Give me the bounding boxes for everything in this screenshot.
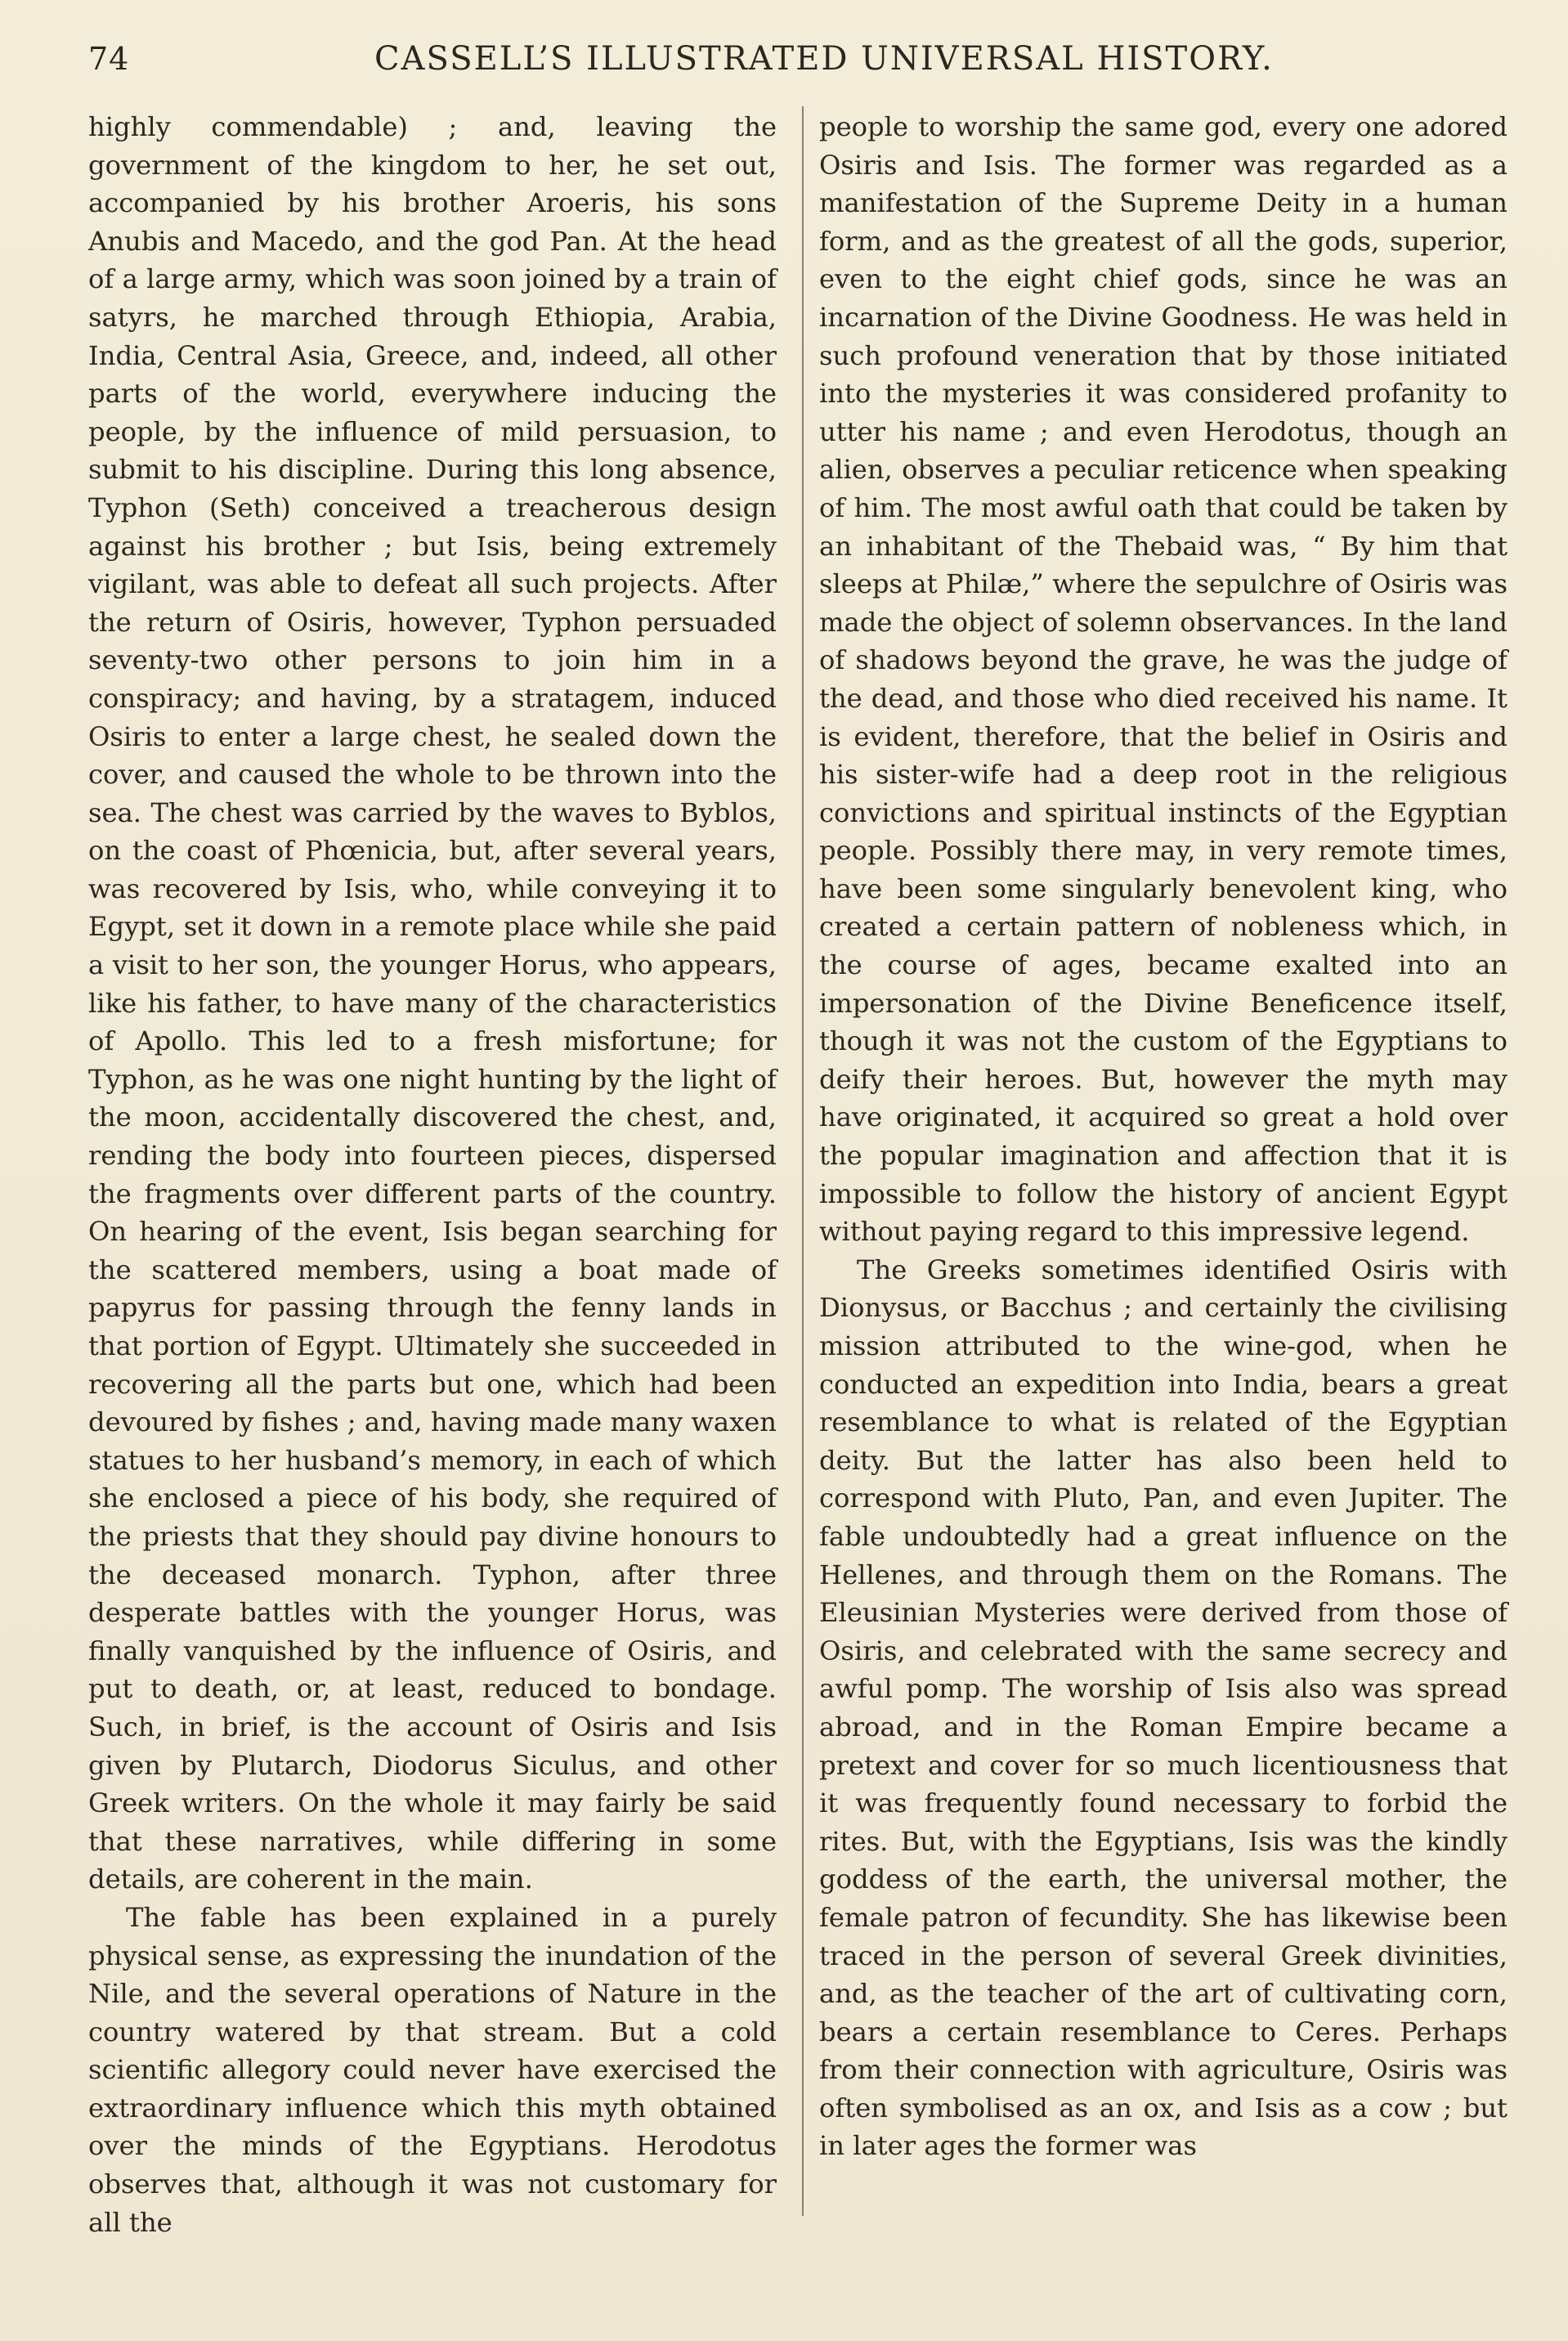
column-divider (802, 106, 804, 2216)
running-head (88, 36, 1511, 82)
book-title: CASSELL’S ILLUSTRATED UNIVERSAL HISTORY. (374, 40, 1274, 78)
left-paragraph-1: highly commendable) ; and, leaving the government of the kingdom to her, he set out, accompanied by his brother Aroeris, his sons Anubis and Macedo, and the god Pan. At the head of a large army, which was soon joined by a train of satyrs, he marched through Ethiopia, Arabia, India, Central Asia, Greece, and, indeed, all other parts of the world, everywhere inducing the people, by the influence of mild persuasion, to submit to his discipline. During this long absence, Typhon (Seth) conceived a treacherous design against his brother ; but Isis, being extremely vigilant, was able to defeat all such projects. After the return of Osiris, however, Typhon persuaded seventy-two other persons to join him in a conspiracy; and having, by a stratagem, induced Osiris to enter a large chest, he sealed down the cover, and caused the whole to be thrown into the sea. The chest was carried by the waves to Byblos, on the coast of Phœnicia, but, after several years, was recovered by Isis, who, while conveying it to Egypt, set it down in a remote place while she paid a visit to her son, the younger Horus, who appears, like his father, to have many of the characteristics of Apollo. This led to a fresh misfortune; for Typhon, as he was one night hunting by the light of the moon, accidentally discovered the chest, and, rending the body into fourteen pieces, dispersed the fragments over different parts of the country. On hearing of the event, Isis began searching for the scattered members, using a boat made of papyrus for passing through the fenny lands in that portion of Egypt. Ultimately she succeeded in recovering all the parts but one, which had been devoured by fishes ; and, having made many waxen statues to her husband’s memory, in each of which she enclosed a piece of his body, she required of the priests that they should pay divine honours to the deceased monarch. Typhon, after three desperate battles with the younger Horus, was finally vanquished by the influence of Osiris, and put to death, or, at least, reduced to bondage. Such, in brief, is the account of Osiris and Isis given by Plutarch, Diodorus Siculus, and other Greek writers. On the whole it may fairly be said that these narratives, while differing in some details, are coherent in the main. (88, 111, 777, 1895)
left-column (88, 108, 777, 2238)
right-paragraph-2: The Greeks sometimes identified Osiris with Dionysus, or Bacchus ; and certainly the civilising mission attributed to the wine-god, when he conducted an expedition into India, bears a great resemblance to what is related of the Egyptian deity. But the latter has also been held to correspond with Pluto, Pan, and even Jupiter. The fable undoubtedly had a great influence on the Hellenes, and through them on the Romans. The Eleusinian Mysteries were derived from those of Osiris, and celebrated with the same secrecy and awful pomp. The worship of Isis also was spread abroad, and in the Roman Empire became a pretext and cover for so much licentiousness that it was frequently found necessary to forbid the rites. But, with the Egyptians, Isis was the kindly goddess of the earth, the universal mother, the female patron of fecundity. She has likewise been traced in the person of several Greek divinities, and, as the teacher of the art of cultivating corn, bears a certain resemblance to Ceres. Perhaps from their connection with agriculture, Osiris was often symbolised as an ox, and Isis as a cow ; but in later ages the former was (819, 1253, 1508, 2162)
page-number: 74 (88, 41, 130, 77)
right-paragraph-1: people to worship the same god, every one adored Osiris and Isis. The former was regarded as a manifestation of the Supreme Deity in a human form, and as the greatest of all the gods, superior, even to the eight chief gods, since he was an incarnation of the Divine Goodness. He was held in such profound veneration that by those initiated into the mysteries it was considered profanity to utter his name ; and even Herodotus, though an alien, observes a peculiar reticence when speaking of him. The most awful oath that could be taken by an inhabitant of the Thebaid was, “ By him that sleeps at Philæ,” where the sepulchre of Osiris was made the object of solemn observances. In the land of shadows beyond the grave, he was the judge of the dead, and those who died received his name. It is evident, therefore, that the belief in Osiris and his sister-wife had a deep root in the religious convictions and spiritual instincts of the Egyptian people. Possibly there may, in very remote times, have been some singularly benevolent king, who created a certain pattern of nobleness which, in the course of ages, became exalted into an impersonation of the Divine Beneficence itself, though it was not the custom of the Egyptians to deify their heroes. But, however the myth may have originated, it acquired so great a hold over the popular imagination and affection that it is impossible to follow the history of ancient Egypt without paying regard to this impressive legend. (819, 111, 1508, 1248)
left-paragraph-2: The fable has been explained in a purely physical sense, as expressing the inundation of the Nile, and the several operations of Nature in the country watered by that stream. But a cold scientific allegory could never have exercised the extraordinary influence which this myth obtained over the minds of the Egyptians. Herodotus observes that, although it was not customary for all the (88, 1901, 777, 2238)
right-column (819, 108, 1508, 2218)
